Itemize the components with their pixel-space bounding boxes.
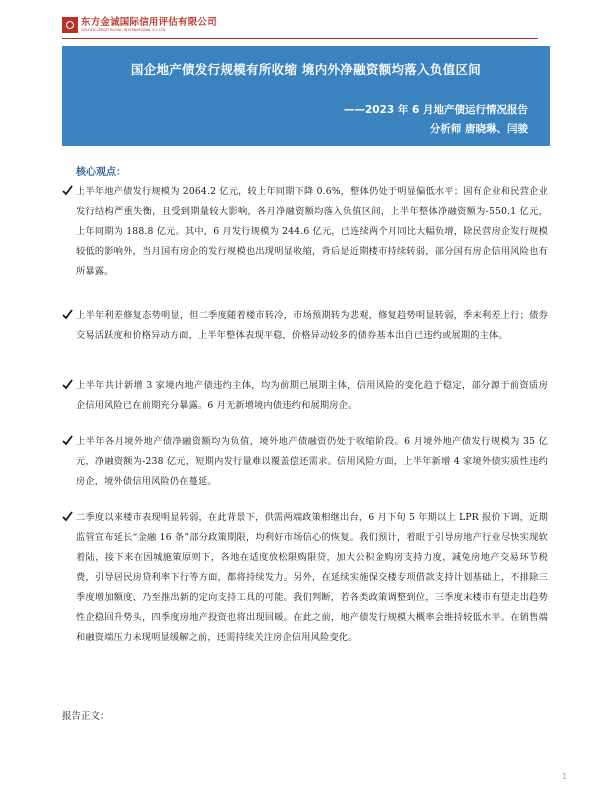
key-point-text: 上半年地产债发行规模为 2064.2 亿元，较上年同期下降 0.6%，整体仍处于明显偏低水平；国有企业和民营企业发行结构严重失衡，且受到期量较大影响，各月净融资额均落入负值区间，上半年整体净融资额为-550.1 亿元，上年同期为 188.8 亿元。其中，6 月发行规模为 244.6 亿元，已连续两个月同比大幅负增，除民营房企发行规模较低的影响外，当月国有房企的发行规模也出现明显收缩，背后是近期楼市持续转弱，部分国有房企信用风险也有所暴露。 — [76, 186, 548, 277]
company-logo — [62, 16, 217, 34]
key-point — [60, 182, 548, 282]
key-point-text: 上半年共计新增 3 家境内地产债违约主体，均为前期已展期主体，信用风险的变化趋于稳定，部分源于前资质房企信用风险已在前期充分暴露。6 月无新增境内债违约和展期房企。 — [76, 380, 548, 411]
key-point-text: 上半年各月境外地产债净融资额均为负值，境外地产债融资仍处于收缩阶段。6 月境外地产债发行规模为 35 亿元，净融资额为-238 亿元，短期内发行量难以覆盖偿还需求。信用风险方面，上半年新增 4 家境外债实质性违约房企，境外债信用风险仍在蔓延。 — [76, 436, 548, 487]
report-body-label: 报告正文： — [62, 711, 110, 722]
page-number: 1 — [562, 772, 568, 781]
logo-mark-icon — [62, 17, 78, 33]
key-point — [60, 508, 548, 648]
key-points-heading: 核心观点： — [76, 167, 126, 178]
report-authors: 分析师 唐晓琳、闫骏 — [429, 123, 528, 135]
logo-name-cn: 东方金诚国际信用评估有限公司 — [81, 16, 217, 28]
key-point — [60, 306, 548, 346]
title-banner — [62, 46, 550, 146]
bullet-checkmark-icon — [62, 511, 73, 522]
header-rule — [62, 38, 538, 39]
logo-text — [81, 18, 217, 33]
bullet-checkmark-icon — [62, 309, 73, 320]
bullet-checkmark-icon — [62, 185, 73, 196]
key-point — [60, 376, 548, 416]
report-subtitle: ——2023 年 6 月地产债运行情况报告 — [344, 104, 528, 116]
report-title: 国企地产债发行规模有所收缩 境内外净融资额均落入负值区间 — [130, 62, 482, 77]
key-point — [60, 432, 548, 492]
key-point-text: 上半年利差修复态势明显，但二季度随着楼市转冷，市场预期转为悲观，修复趋势明显转弱，季末利差上行；债券交易活跃度和价格异动方面，上半年整体表现平稳，价格异动较多的债券基本出自已违约或展期的主体。 — [76, 310, 548, 341]
logo-name-en: GOLDEN CREDIT RATING INTERNATIONAL CO.,LTD. — [81, 28, 167, 33]
bullet-checkmark-icon — [62, 379, 73, 390]
bullet-checkmark-icon — [62, 435, 73, 446]
key-point-text: 二季度以来楼市表现明显转弱，在此背景下，供需两端政策相继出台，6 月下旬 5 年期以上 LPR 报价下调，近期监管宣布延长“金融 16 条”部分政策期限，均利好市场信心的恢复。我们预计，着眼于引导房地产行业尽快实现软着陆，接下来在因城施策原则下，各地在适度放松限购限贷，加大公积金购房支持力度，减免房地产交易环节税费，引导居民房贷利率下行等方面，都将持续发力。另外，在延续实施保交楼专项借款支持计划基础上，不排除三季度增加额度、乃至推出新的定向支持工具的可能。我们判断，若各类政策调整到位，三季度末楼市有望走出趋势性企稳回升势头，四季度房地产投资也将出现回暖。在此之前，地产债发行规模大概率会维持较低水平。在销售端和融资端压力未现明显缓解之前，还需持续关注房企信用风险变化。 — [76, 512, 548, 643]
